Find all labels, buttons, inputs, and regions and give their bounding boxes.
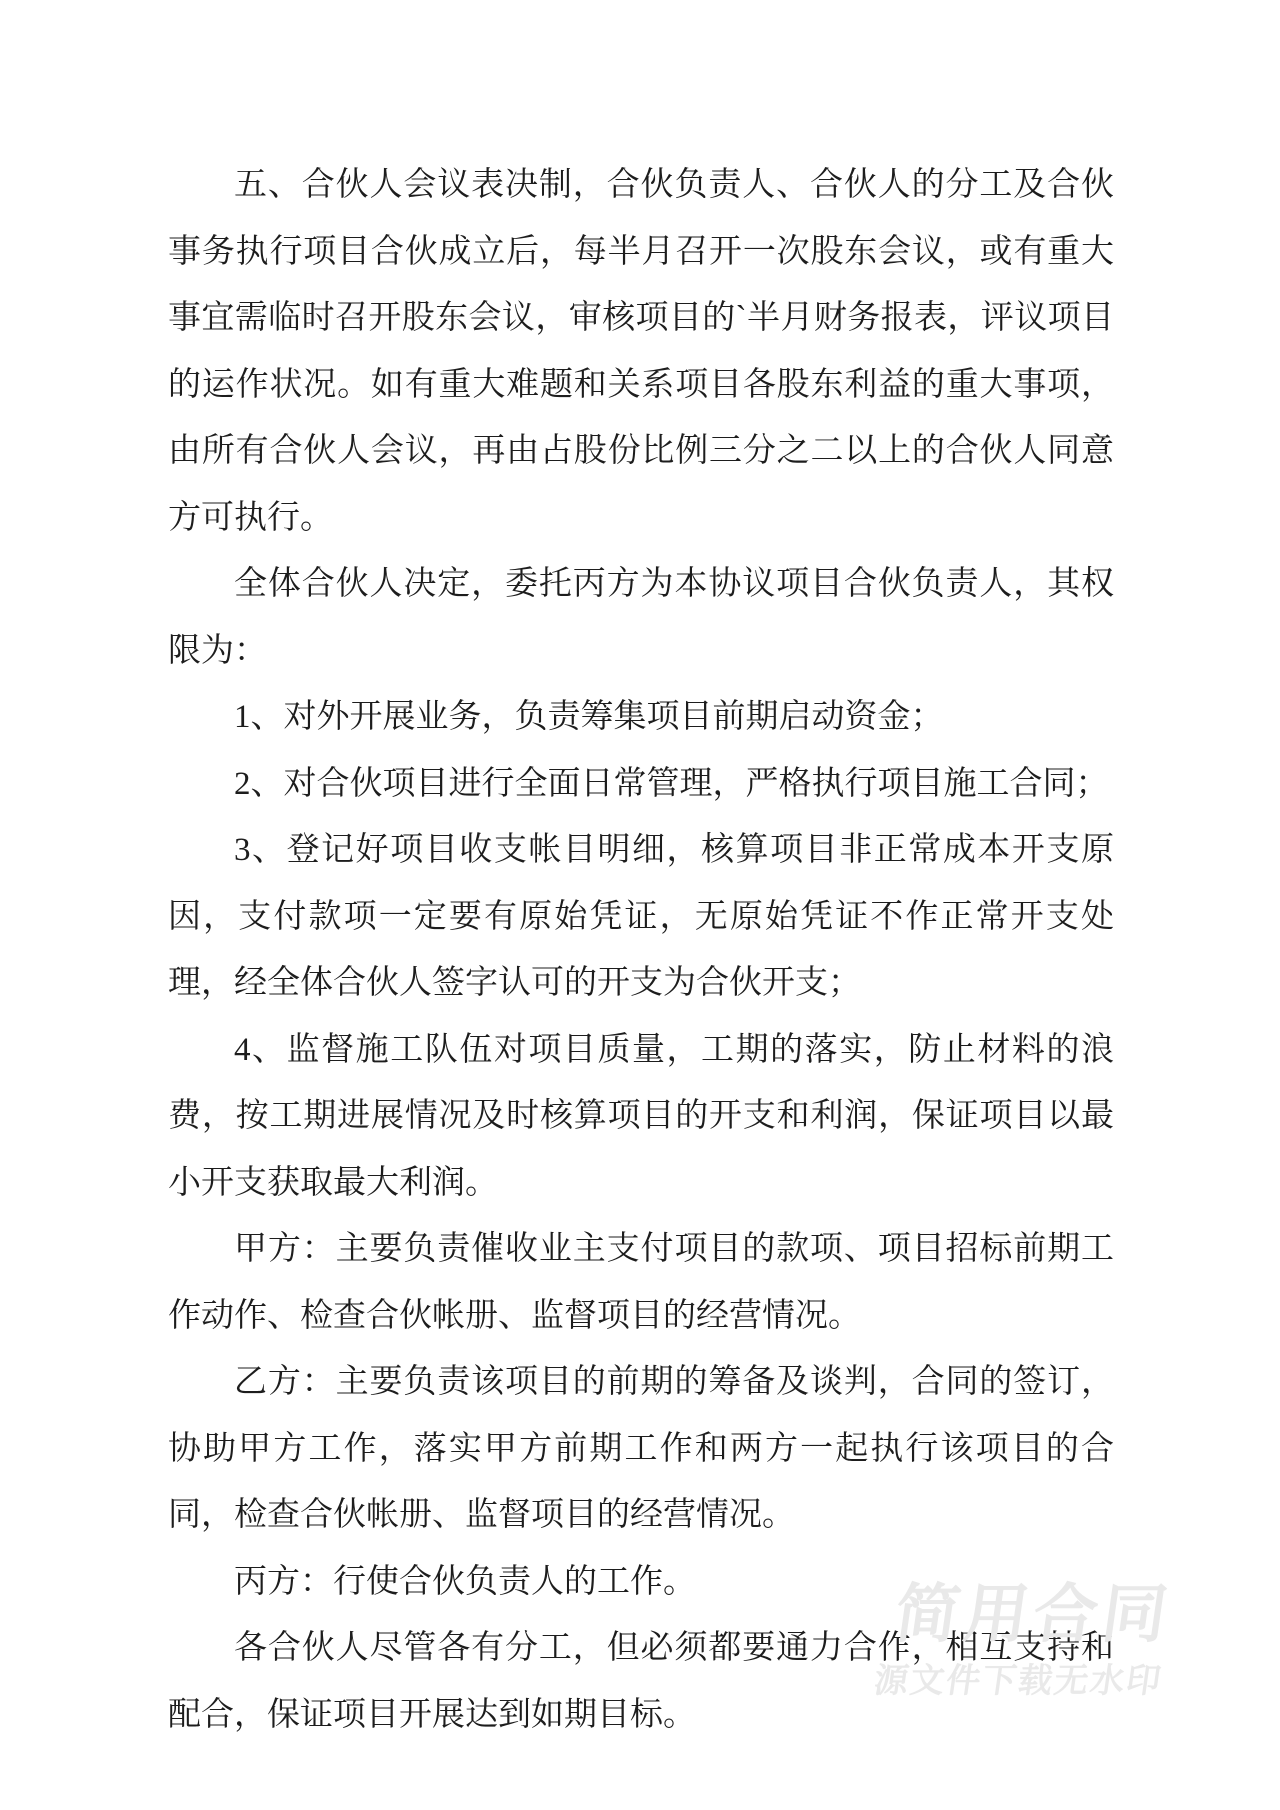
paragraph-cooperation: 各合伙人尽管各有分工，但必须都要通力合作，相互支持和配合，保证项目开展达到如期目标。: [168, 1630, 1114, 1733]
paragraph-clause-5: 五、合伙人会议表决制，合伙负责人、合伙人的分工及合伙事务执行项目合伙成立后，每半月召开一次股东会议，或有重大事宜需临时召开股东会议，审核项目的`半月财务报表，评议项目的运作状况。如有重大难题和关系项目各股东利益的重大事项，由所有合伙人会议，再由占股份比例三分之二以上的合伙人同意方可执行。: [168, 167, 1114, 536]
paragraph-item-3: 3、登记好项目收支帐目明细，核算项目非正常成本开支原因，支付款项一定要有原始凭证，无原始凭证不作正常开支处理，经全体合伙人签字认可的开支为合伙开支；: [168, 832, 1114, 1001]
paragraph-party-a: 甲方：主要负责催收业主支付项目的款项、项目招标前期工作动作、检查合伙帐册、监督项目的经营情况。: [168, 1231, 1114, 1334]
document-body: [168, 152, 1114, 1748]
paragraph-item-2: 2、对合伙项目进行全面日常管理，严格执行项目施工合同；: [234, 765, 1109, 802]
paragraph-item-4: 4、监督施工队伍对项目质量，工期的落实，防止材料的浪费，按工期进展情况及时核算项目的开支和利润，保证项目以最小开支获取最大利润。: [168, 1031, 1114, 1201]
watermark-subtitle: 源文件下载无水印: [871, 1662, 1165, 1700]
paragraph-item-1: 1、对外开展业务，负责筹集项目前期启动资金；: [234, 699, 944, 735]
paragraph-party-c: 丙方：行使合伙负责人的工作。: [234, 1563, 696, 1600]
paragraph-delegation: 全体合伙人决定，委托丙方为本协议项目合伙负责人，其权限为：: [168, 566, 1114, 669]
watermark-title: 简用合同: [890, 1578, 1177, 1650]
paragraph-party-b: 乙方：主要负责该项目的前期的筹备及谈判，合同的签订，协助甲方工作，落实甲方前期工作和两方一起执行该项目的合同，检查合伙帐册、监督项目的经营情况。: [168, 1364, 1114, 1533]
